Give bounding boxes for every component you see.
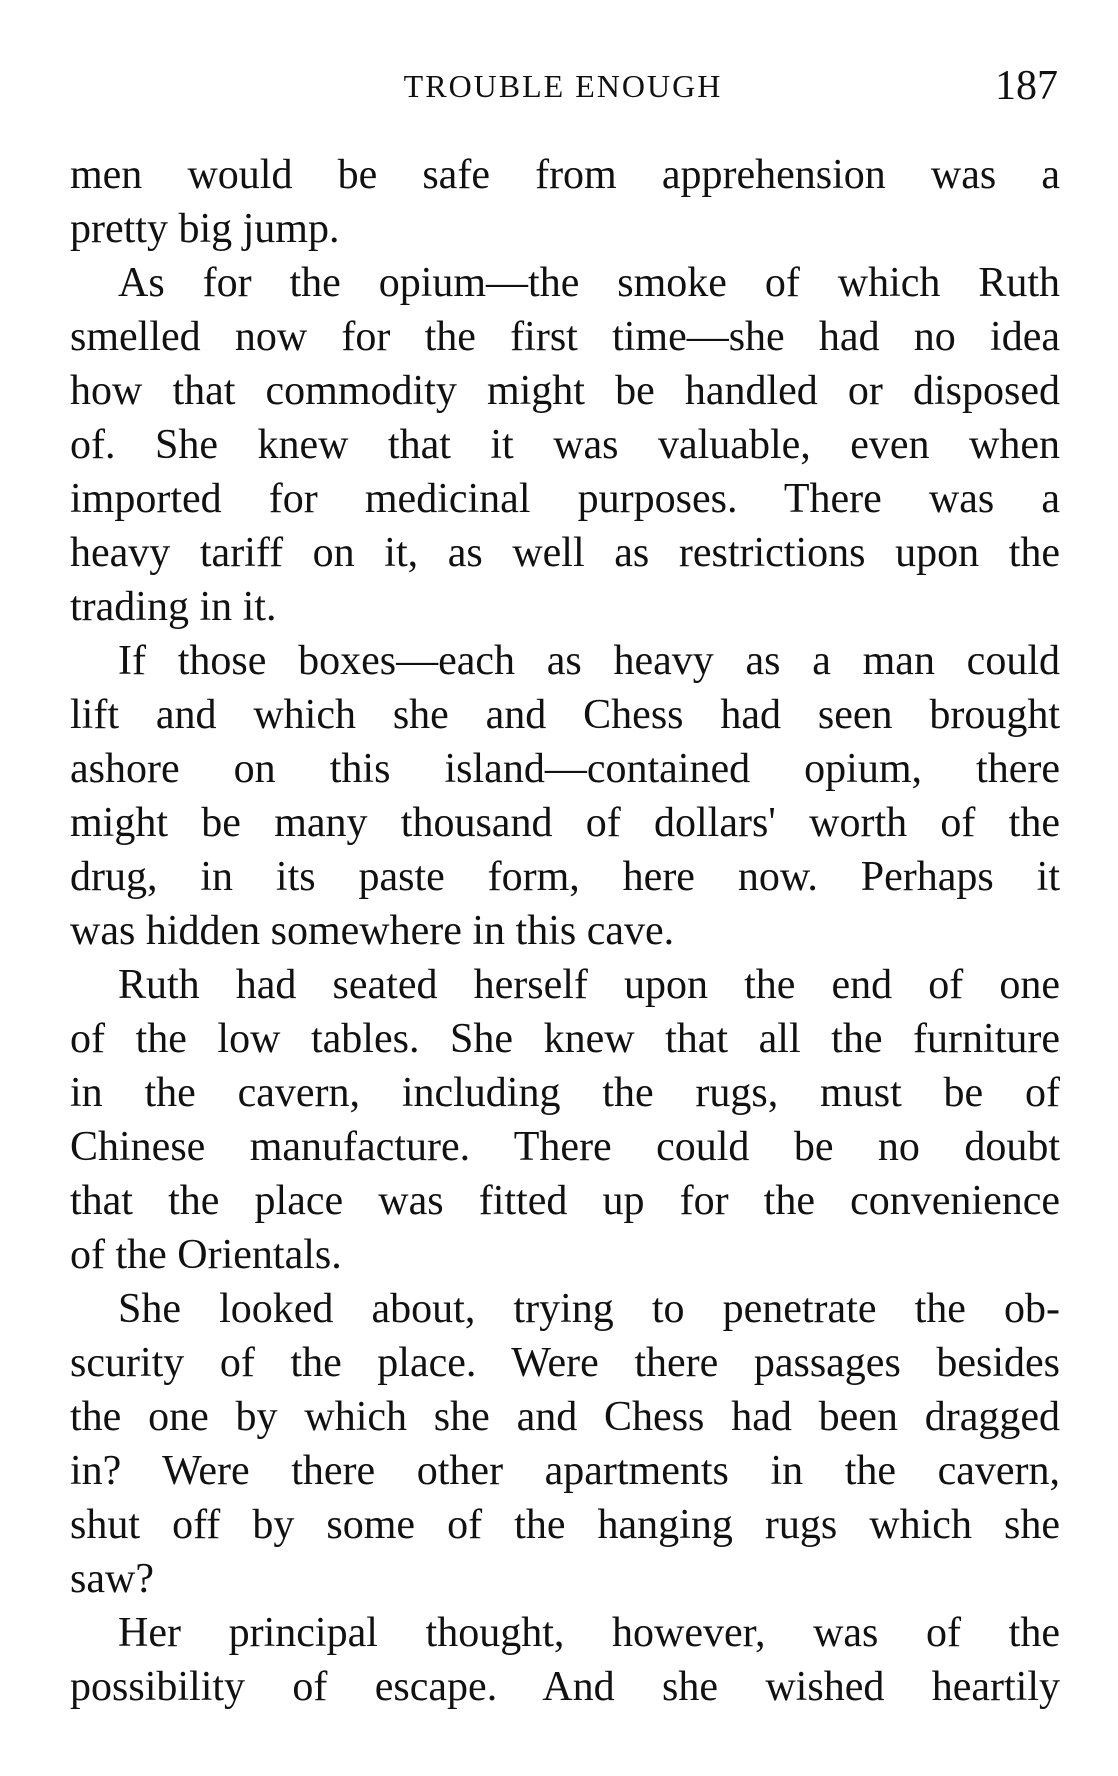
text-line: that the place was fitted up for the convenience bbox=[70, 1178, 1060, 1224]
text-line: shut off by some of the hanging rugs which she bbox=[70, 1502, 1060, 1548]
text-line: lift and which she and Chess had seen brought bbox=[70, 692, 1060, 738]
text-line: pretty big jump. bbox=[70, 206, 340, 252]
text-line: ashore on this island—contained opium, there bbox=[70, 746, 1060, 792]
page-number: 187 bbox=[995, 63, 1058, 109]
paragraph-5 bbox=[70, 1282, 1060, 1606]
paragraph-4 bbox=[70, 958, 1060, 1282]
text-line: scurity of the place. Were there passages besides bbox=[70, 1340, 1060, 1386]
text-line: men would be safe from apprehension was a bbox=[70, 152, 1060, 198]
text-line: of the Orientals. bbox=[70, 1232, 342, 1278]
text-line: smelled now for the first time—she had no idea bbox=[70, 314, 1060, 360]
text-line: Chinese manufacture. There could be no doubt bbox=[70, 1124, 1060, 1170]
text-line: Ruth had seated herself upon the end of one bbox=[118, 962, 1060, 1008]
text-line: She looked about, trying to penetrate the ob- bbox=[118, 1286, 1060, 1332]
text-line: in? Were there other apartments in the cavern, bbox=[70, 1448, 1060, 1494]
text-line: heavy tariff on it, as well as restrictions upon the bbox=[70, 530, 1060, 576]
text-line: might be many thousand of dollars' worth of the bbox=[70, 800, 1060, 846]
text-line: If those boxes—each as heavy as a man could bbox=[118, 638, 1060, 684]
text-line: As for the opium—the smoke of which Ruth bbox=[118, 260, 1060, 306]
paragraph-1 bbox=[70, 148, 1060, 256]
running-title: TROUBLE ENOUGH bbox=[403, 68, 723, 104]
text-line: was hidden somewhere in this cave. bbox=[70, 908, 675, 954]
text-line: imported for medicinal purposes. There was a bbox=[70, 476, 1060, 522]
text-line: the one by which she and Chess had been dragged bbox=[70, 1394, 1060, 1440]
text-line: drug, in its paste form, here now. Perhaps it bbox=[70, 854, 1060, 900]
text-line: saw? bbox=[70, 1556, 154, 1602]
running-head bbox=[68, 62, 1058, 112]
text-line: of. She knew that it was valuable, even when bbox=[70, 422, 1060, 468]
paragraph-3 bbox=[70, 634, 1060, 958]
text-line: in the cavern, including the rugs, must be of bbox=[70, 1070, 1060, 1116]
text-line: of the low tables. She knew that all the furniture bbox=[70, 1016, 1060, 1062]
text-line: possibility of escape. And she wished heartily bbox=[70, 1664, 1060, 1710]
text-line: how that commodity might be handled or disposed bbox=[70, 368, 1060, 414]
body-text bbox=[70, 148, 1060, 1714]
paragraph-6 bbox=[70, 1606, 1060, 1714]
text-line: trading in it. bbox=[70, 584, 277, 630]
text-line: Her principal thought, however, was of the bbox=[118, 1610, 1060, 1656]
paragraph-2 bbox=[70, 256, 1060, 634]
